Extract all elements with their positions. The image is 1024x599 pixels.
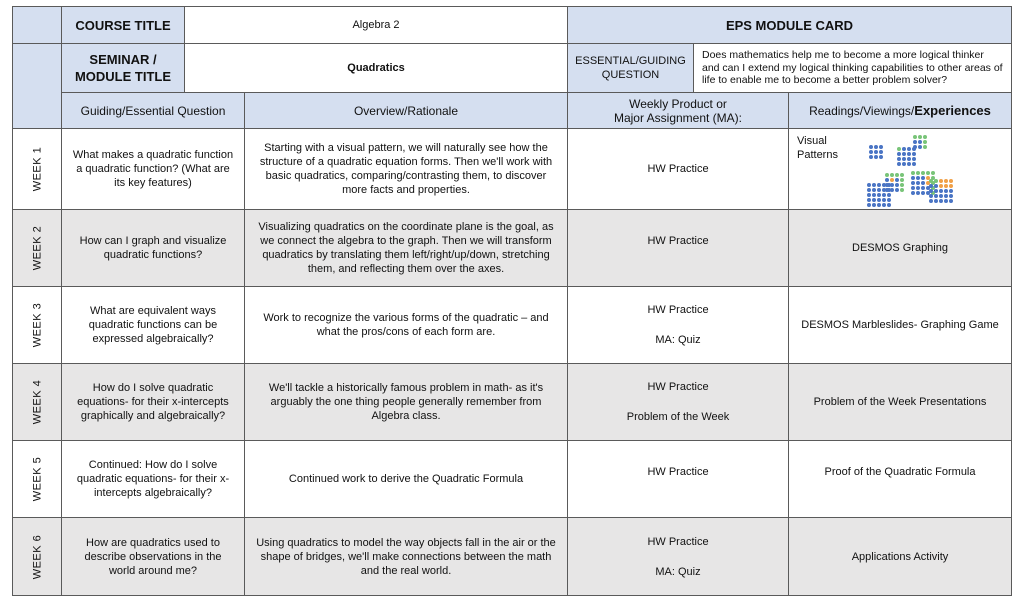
pattern-dot bbox=[912, 162, 916, 166]
pattern-dot bbox=[926, 171, 930, 175]
pattern-dot bbox=[872, 198, 876, 202]
pattern-dot bbox=[887, 203, 891, 207]
week-question: How can I graph and visualize quadratic functions? bbox=[61, 209, 245, 287]
pattern-dot bbox=[944, 184, 948, 188]
pattern-dot bbox=[918, 135, 922, 139]
visual-patterns-image bbox=[867, 133, 947, 207]
pattern-dot bbox=[939, 184, 943, 188]
pattern-dot bbox=[916, 186, 920, 190]
pattern-dot bbox=[934, 189, 938, 193]
week-readings: Applications Activity bbox=[788, 517, 1012, 596]
week-label-cell: WEEK 4 bbox=[12, 363, 62, 441]
week-question: What are equivalent ways quadratic functions can be expressed algebraically? bbox=[61, 286, 245, 364]
pattern-dot bbox=[939, 194, 943, 198]
pattern-dot bbox=[867, 198, 871, 202]
pattern-dot bbox=[907, 162, 911, 166]
pattern-dot bbox=[929, 179, 933, 183]
pattern-dot bbox=[874, 145, 878, 149]
pattern-dot bbox=[921, 181, 925, 185]
pattern-dot bbox=[944, 194, 948, 198]
pattern-dot bbox=[907, 157, 911, 161]
seminar-label: SEMINAR / MODULE TITLE bbox=[61, 43, 185, 93]
pattern-dot bbox=[939, 179, 943, 183]
week-overview: We'll tackle a historically famous problem in math- as it's arguably the one thing people generally remember from Algebra class. bbox=[244, 363, 568, 441]
pattern-dot bbox=[916, 191, 920, 195]
course-title-value: Algebra 2 bbox=[184, 6, 568, 44]
pattern-dot bbox=[934, 194, 938, 198]
pattern-dot bbox=[923, 140, 927, 144]
pattern-dot bbox=[911, 191, 915, 195]
pattern-dot bbox=[916, 171, 920, 175]
pattern-dot bbox=[929, 184, 933, 188]
pattern-dot bbox=[907, 147, 911, 151]
week-label-cell: WEEK 1 bbox=[12, 128, 62, 210]
week-label-cell: WEEK 6 bbox=[12, 517, 62, 596]
week-readings bbox=[788, 128, 1012, 210]
pattern-dot bbox=[867, 203, 871, 207]
pattern-dot bbox=[934, 184, 938, 188]
pattern-dot bbox=[949, 199, 953, 203]
pattern-dot bbox=[921, 176, 925, 180]
pattern-dot bbox=[923, 135, 927, 139]
week-overview: Using quadratics to model the way objects fall in the air or the shape of bridges, we'll make connections between the math and the real world. bbox=[244, 517, 568, 596]
pattern-dot bbox=[918, 145, 922, 149]
week-label-cell: WEEK 2 bbox=[12, 209, 62, 287]
pattern-dot bbox=[872, 183, 876, 187]
essential-value: Does mathematics help me to become a more logical thinker and can I extend my logical thinking capabilities to other areas of life to enable me to become a better problem solver? bbox=[693, 43, 1012, 93]
pattern-dot bbox=[877, 203, 881, 207]
pattern-dot bbox=[921, 186, 925, 190]
pattern-dot bbox=[944, 189, 948, 193]
week-question: How are quadratics used to describe observations in the world around me? bbox=[61, 517, 245, 596]
pattern-dot bbox=[895, 173, 899, 177]
pattern-dot bbox=[934, 199, 938, 203]
pattern-dot bbox=[882, 183, 886, 187]
pattern-dot bbox=[929, 199, 933, 203]
pattern-dot bbox=[929, 189, 933, 193]
corner-cell bbox=[12, 6, 62, 44]
pattern-dot bbox=[934, 179, 938, 183]
pattern-dot bbox=[916, 176, 920, 180]
week-product: HW Practice bbox=[567, 440, 789, 518]
pattern-dot bbox=[897, 157, 901, 161]
pattern-dot bbox=[879, 145, 883, 149]
pattern-dot bbox=[918, 140, 922, 144]
pattern-dot bbox=[931, 171, 935, 175]
pattern-dot bbox=[882, 188, 886, 192]
pattern-dot bbox=[874, 150, 878, 154]
pattern-dot bbox=[907, 152, 911, 156]
pattern-dot bbox=[949, 189, 953, 193]
week-overview: Continued work to derive the Quadratic Formula bbox=[244, 440, 568, 518]
pattern-dot bbox=[939, 189, 943, 193]
pattern-dot bbox=[877, 188, 881, 192]
pattern-dot bbox=[867, 193, 871, 197]
pattern-dot bbox=[902, 162, 906, 166]
week-product: HW Practice MA: Quiz bbox=[567, 517, 789, 596]
pattern-dot bbox=[911, 181, 915, 185]
pattern-dot bbox=[900, 183, 904, 187]
pattern-dot bbox=[877, 183, 881, 187]
pattern-dot bbox=[913, 140, 917, 144]
pattern-dot bbox=[887, 183, 891, 187]
pattern-dot bbox=[949, 194, 953, 198]
week-product: HW Practice bbox=[567, 128, 789, 210]
pattern-dot bbox=[949, 179, 953, 183]
pattern-dot bbox=[911, 176, 915, 180]
col-header-guiding: Guiding/Essential Question bbox=[61, 92, 245, 129]
pattern-dot bbox=[895, 178, 899, 182]
col-header-overview: Overview/Rationale bbox=[244, 92, 568, 129]
pattern-dot bbox=[944, 199, 948, 203]
week-question: Continued: How do I solve quadratic equations- for their x-intercepts algebraically? bbox=[61, 440, 245, 518]
pattern-dot bbox=[921, 171, 925, 175]
pattern-dot bbox=[882, 198, 886, 202]
week-readings: Problem of the Week Presentations bbox=[788, 363, 1012, 441]
week-overview: Visualizing quadratics on the coordinate plane is the goal, as we connect the algebra to the graph. Then we will transform quadratics by translating them left/right/up/down, stretching them, and reflecting them over the axes. bbox=[244, 209, 568, 287]
pattern-dot bbox=[867, 183, 871, 187]
week-readings: Proof of the Quadratic Formula bbox=[788, 440, 1012, 518]
pattern-dot bbox=[897, 152, 901, 156]
col-header-readings: Readings/Viewings/ Experiences bbox=[788, 92, 1012, 129]
pattern-dot bbox=[879, 150, 883, 154]
pattern-dot bbox=[902, 157, 906, 161]
week-product: HW Practice Problem of the Week bbox=[567, 363, 789, 441]
pattern-dot bbox=[900, 173, 904, 177]
pattern-dot bbox=[872, 188, 876, 192]
pattern-dot bbox=[911, 171, 915, 175]
week-overview: Work to recognize the various forms of the quadratic – and what the pros/cons of each form are. bbox=[244, 286, 568, 364]
pattern-dot bbox=[912, 157, 916, 161]
col-header-product: Weekly Product or Major Assignment (MA): bbox=[567, 92, 789, 129]
pattern-dot bbox=[887, 188, 891, 192]
week-question: What makes a quadratic function a quadratic function? (What are its key features) bbox=[61, 128, 245, 210]
essential-label: ESSENTIAL/GUIDING QUESTION bbox=[567, 43, 694, 93]
pattern-dot bbox=[913, 135, 917, 139]
pattern-dot bbox=[944, 179, 948, 183]
pattern-dot bbox=[912, 147, 916, 151]
pattern-dot bbox=[890, 178, 894, 182]
week-readings: DESMOS Marbleslides- Graphing Game bbox=[788, 286, 1012, 364]
pattern-dot bbox=[939, 199, 943, 203]
week-readings: DESMOS Graphing bbox=[788, 209, 1012, 287]
pattern-dot bbox=[877, 198, 881, 202]
pattern-dot bbox=[895, 183, 899, 187]
pattern-dot bbox=[885, 178, 889, 182]
card-title: EPS MODULE CARD bbox=[567, 6, 1012, 44]
pattern-dot bbox=[911, 186, 915, 190]
pattern-dot bbox=[895, 188, 899, 192]
week-label-cell: WEEK 3 bbox=[12, 286, 62, 364]
seminar-value: Quadratics bbox=[184, 43, 568, 93]
pattern-dot bbox=[929, 194, 933, 198]
week-question: How do I solve quadratic equations- for their x-intercepts graphically and algebraically? bbox=[61, 363, 245, 441]
pattern-dot bbox=[902, 147, 906, 151]
pattern-dot bbox=[900, 188, 904, 192]
pattern-dot bbox=[872, 193, 876, 197]
week-label-cell: WEEK 5 bbox=[12, 440, 62, 518]
pattern-dot bbox=[877, 193, 881, 197]
pattern-dot bbox=[882, 203, 886, 207]
pattern-dot bbox=[897, 147, 901, 151]
pattern-dot bbox=[902, 152, 906, 156]
pattern-dot bbox=[869, 145, 873, 149]
course-title-label: COURSE TITLE bbox=[61, 6, 185, 44]
pattern-dot bbox=[885, 173, 889, 177]
pattern-dot bbox=[890, 173, 894, 177]
corner-cell-lower bbox=[12, 43, 62, 129]
week-product: HW Practice bbox=[567, 209, 789, 287]
week-overview: Starting with a visual pattern, we will naturally see how the structure of a quadratic equation forms. Then we'll work with basic quadratics, comparing/contrasting them, to discover more facts and properties. bbox=[244, 128, 568, 210]
pattern-dot bbox=[867, 188, 871, 192]
pattern-dot bbox=[882, 193, 886, 197]
pattern-dot bbox=[912, 152, 916, 156]
visual-patterns-label: Visual Patterns bbox=[797, 135, 838, 161]
pattern-dot bbox=[887, 198, 891, 202]
pattern-dot bbox=[923, 145, 927, 149]
pattern-dot bbox=[879, 155, 883, 159]
pattern-dot bbox=[869, 150, 873, 154]
pattern-dot bbox=[921, 191, 925, 195]
pattern-dot bbox=[916, 181, 920, 185]
pattern-dot bbox=[869, 155, 873, 159]
pattern-dot bbox=[874, 155, 878, 159]
week-product: HW Practice MA: Quiz bbox=[567, 286, 789, 364]
pattern-dot bbox=[897, 162, 901, 166]
pattern-dot bbox=[872, 203, 876, 207]
pattern-dot bbox=[900, 178, 904, 182]
pattern-dot bbox=[887, 193, 891, 197]
pattern-dot bbox=[949, 184, 953, 188]
